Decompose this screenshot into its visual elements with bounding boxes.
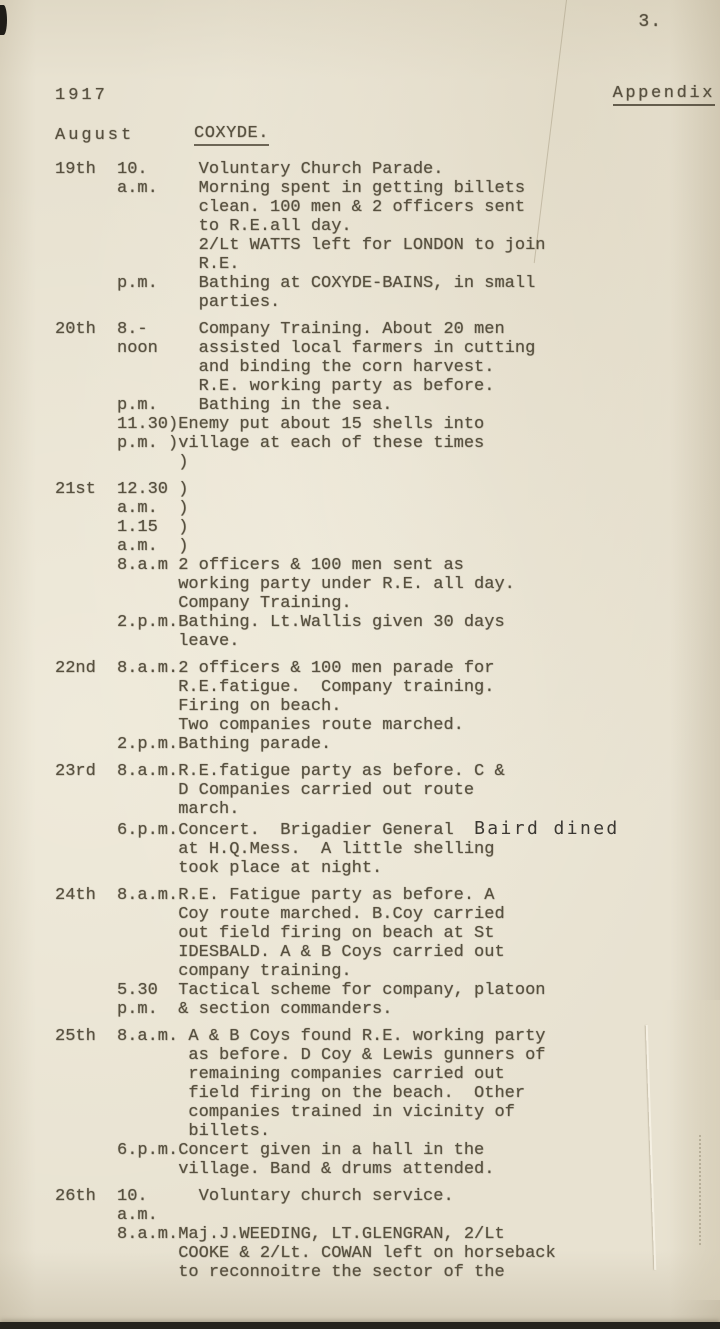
entry-line: march. xyxy=(117,800,240,819)
entry-line: 8.a.m.R.E. Fatigue party as before. A xyxy=(117,886,495,905)
entry-line: companies trained in vicinity of xyxy=(117,1103,515,1122)
entry-line: 11.30)Enemy put about 15 shells into xyxy=(117,415,485,434)
entry-line: working party under R.E. all day. xyxy=(117,575,515,594)
entry-line: 2.p.m.Bathing parade. xyxy=(117,735,332,754)
entry-line: a.m. ) xyxy=(117,537,189,556)
entry-line: to R.E.all day. xyxy=(117,217,352,236)
entry-line-segment: 6.p.m.Concert. Brigadier General xyxy=(117,821,475,840)
entry-line: Company Training. xyxy=(117,594,352,613)
entry-line: 1.15 ) xyxy=(117,518,189,537)
entry-line: a.m. xyxy=(117,1206,158,1225)
entry-line: Coy route marched. B.Coy carried xyxy=(117,905,505,924)
entry-line: 12.30 ) xyxy=(117,480,189,499)
entry-line: R.E.fatigue. Company training. xyxy=(117,678,495,697)
entry-line: 8.a.m 2 officers & 100 men sent as xyxy=(117,556,464,575)
entry-line: a.m. Morning spent in getting billets xyxy=(117,179,526,198)
entry-date: 20th xyxy=(55,320,96,339)
month-label: August xyxy=(55,126,135,145)
diary-entry xyxy=(55,160,720,312)
entry-line: p.m. )village at each of these times xyxy=(117,434,485,453)
entry-line: village. Band & drums attended. xyxy=(117,1160,495,1179)
entry-line: p.m. & section commanders. xyxy=(117,1000,393,1019)
entry-line: company training. xyxy=(117,962,352,981)
entry-line: at H.Q.Mess. A little shelling xyxy=(117,840,495,859)
entry-line: field firing on the beach. Other xyxy=(117,1084,526,1103)
entry-date: 23rd xyxy=(55,762,96,781)
entry-line: 2/Lt WATTS left for LONDON to join xyxy=(117,236,546,255)
diary-entry xyxy=(55,659,720,754)
diary-entry xyxy=(55,480,720,651)
entry-line: p.m. Bathing at COXYDE-BAINS, in small xyxy=(117,274,536,293)
entry-line: 2.p.m.Bathing. Lt.Wallis given 30 days xyxy=(117,613,505,632)
entry-line: IDESBALD. A & B Coys carried out xyxy=(117,943,505,962)
entry-line: COOKE & 2/Lt. COWAN left on horseback xyxy=(117,1244,556,1263)
entry-line: remaining companies carried out xyxy=(117,1065,505,1084)
entry-line: Firing on beach. xyxy=(117,697,342,716)
entry-line: 6.p.m.Concert given in a hall in the xyxy=(117,1141,485,1160)
entry-line: leave. xyxy=(117,632,240,651)
entry-line: R.E. xyxy=(117,255,240,274)
entry-date: 25th xyxy=(55,1027,96,1046)
inserted-annotation: Baird dined xyxy=(474,818,620,839)
entry-line: to reconnoitre the sector of the xyxy=(117,1263,505,1282)
entry-line: 8.a.m.R.E.fatigue party as before. C & xyxy=(117,762,505,781)
entry-line: R.E. working party as before. xyxy=(117,377,495,396)
entry-line: as before. D Coy & Lewis gunners of xyxy=(117,1046,546,1065)
entry-line: 8.- Company Training. About 20 men xyxy=(117,320,505,339)
diary-entries xyxy=(55,160,720,1290)
entry-line: p.m. Bathing in the sea. xyxy=(117,396,393,415)
scan-edge-mark xyxy=(0,5,7,35)
entry-line: and binding the corn harvest. xyxy=(117,358,495,377)
diary-entry xyxy=(55,1187,720,1282)
appendix-heading: Appendix xyxy=(613,84,715,106)
entry-line: a.m. ) xyxy=(117,499,189,518)
year-label: 1917 xyxy=(55,86,108,105)
entry-line: 10. Voluntary Church Parade. xyxy=(117,160,444,179)
diary-entry xyxy=(55,886,720,1019)
entry-line: billets. xyxy=(117,1122,271,1141)
entry-date: 21st xyxy=(55,480,96,499)
entry-date: 22nd xyxy=(55,659,96,678)
entry-line: 8.a.m.2 officers & 100 men parade for xyxy=(117,659,495,678)
entry-line: D Companies carried out route xyxy=(117,781,475,800)
entry-line: took place at night. xyxy=(117,859,383,878)
location-heading: COXYDE. xyxy=(194,124,269,146)
entry-date: 19th xyxy=(55,160,96,179)
entry-line: parties. xyxy=(117,293,281,312)
entry-date: 24th xyxy=(55,886,96,905)
diary-entry xyxy=(55,762,720,878)
entry-line xyxy=(117,819,720,840)
page-number: 3. xyxy=(638,12,662,32)
entry-line: out field firing on beach at St xyxy=(117,924,495,943)
entry-line: 8.a.m.Maj.J.WEEDING, LT.GLENGRAN, 2/Lt xyxy=(117,1225,505,1244)
scan-bottom-edge xyxy=(0,1322,720,1329)
entry-line: Two companies route marched. xyxy=(117,716,464,735)
entry-date: 26th xyxy=(55,1187,96,1206)
entry-line: 10. Voluntary church service. xyxy=(117,1187,454,1206)
diary-entry xyxy=(55,320,720,472)
entry-line: clean. 100 men & 2 officers sent xyxy=(117,198,526,217)
entry-line: ) xyxy=(117,453,189,472)
entry-line: 5.30 Tactical scheme for company, platoon xyxy=(117,981,546,1000)
diary-entry xyxy=(55,1027,720,1179)
entry-line: 8.a.m. A & B Coys found R.E. working party xyxy=(117,1027,546,1046)
entry-line: noon assisted local farmers in cutting xyxy=(117,339,536,358)
